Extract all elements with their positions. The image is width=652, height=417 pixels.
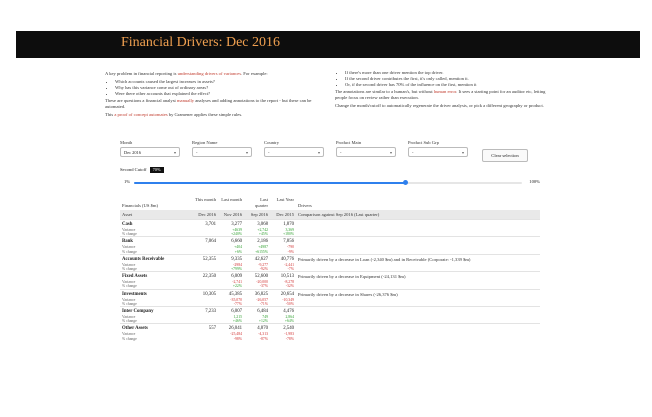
this-month-cell [192,307,218,324]
filter-label: Product Main [336,140,362,145]
cell-value: 7,233 [205,309,216,315]
slider-max-label: 100% [529,179,540,184]
this-month-cell [192,254,218,271]
cell-value: 6,660 [231,239,242,245]
comparison-cell [244,220,270,237]
chevron-down-icon: ▾ [461,150,464,155]
pct-change-label: % change [122,301,137,306]
cell-variance: -35,070 [230,297,242,302]
intro-paragraph: A key problem in financial reporting is understanding drivers of variances. For example: [105,71,268,76]
column-header: Last quarter [254,197,268,208]
chevron-down-icon: ▾ [389,150,392,155]
comparison-cell [244,272,270,289]
cell-variance: 2,864 [285,315,294,320]
asset-cell [120,220,192,237]
list-item: • Why has this variance come out of ordinary areas? [115,85,330,91]
cell-pct-change: -37% [259,284,268,289]
asset-cell [120,237,192,254]
list-item: • Or, if the second driver has 70% of the influence on the first, mention it [345,82,550,88]
asset-name: Investments [122,291,147,297]
column-subheader: Nov 2016 [218,210,244,220]
cell-variance: -790 [287,245,294,250]
comparison-cell [270,220,296,237]
cell-pct-change: -32% [285,284,294,289]
cell-pct-change: +22% [232,284,242,289]
filter-label: Month [120,140,133,145]
comparison-cell [218,220,244,237]
asset-cell [120,254,192,271]
variance-label: Variance [122,228,136,232]
comparison-cell [244,324,270,341]
table-row [120,307,540,324]
product-main-select[interactable]: - ▾ [336,147,396,157]
asset-name: Other Assets [122,326,148,332]
page-title: Financial Drivers: Dec 2016 [121,35,281,50]
slider-min-label: 1% [124,179,131,184]
comparison-cell [218,272,244,289]
column-subheader: Dec 2015 [270,210,296,220]
cell-pct-change: +45% [258,232,268,237]
cell-variance: -2984 [233,262,242,267]
cell-pct-change: -50% [285,301,294,306]
driver-comment: Primarily driven by a decrease in Shares (-26,376 $m) [296,289,540,306]
driver-comment [296,237,540,254]
intro-link[interactable]: human error [433,89,457,94]
asset-name: Cash [122,222,133,227]
cell-value: 6,007 [231,309,242,315]
slider-fill [134,182,406,184]
clear-selection-button[interactable]: Clear selection [482,149,528,162]
this-month-cell [192,324,218,341]
cell-pct-change: -77% [233,301,242,306]
column-header: Last Year [276,197,294,202]
cell-value: 4,870 [257,326,268,332]
variance-label: Variance [122,245,136,250]
intro-link[interactable]: understanding drivers of variances [177,71,241,76]
table-row [120,272,540,289]
filter-label: Country [264,140,280,145]
comparison-cell [270,254,296,271]
table-body [120,220,540,341]
cell-pct-change: -9% [287,249,294,254]
intro-left-column [105,70,330,120]
cell-value: 6,009 [231,274,242,280]
cell-variance: -26,057 [256,297,268,302]
comparison-cell [218,324,244,341]
asset-name: Inter Company [122,309,154,315]
cell-value: 3,068 [257,222,268,227]
cell-variance: -2,441 [284,262,294,267]
cell-variance: -10,349 [282,297,294,302]
rules-list [335,70,550,88]
cutoff-value-badge: 70% [150,167,164,173]
pct-change-label: % change [122,284,137,289]
cell-value: 3,701 [205,222,216,227]
variance-label: Variance [122,280,136,285]
chevron-down-icon: ▾ [317,150,320,155]
asset-cell [120,307,192,324]
cell-variance: +2,742 [257,228,268,232]
column-header: Last month [221,197,242,202]
this-month-cell [192,237,218,254]
column-subheader: Asset [120,210,192,220]
slider-track[interactable] [134,182,522,184]
filter-month [120,140,180,157]
column-header: Drivers [298,202,312,208]
cell-variance: +4987 [258,245,268,250]
comparison-cell [218,254,244,271]
list-item: • If there's more than one driver mention the top driver. [345,70,550,76]
cell-variance: -4,313 [258,332,268,337]
cell-value: 3,277 [231,222,242,227]
asset-name: Accounts Receivable [122,256,165,262]
driver-comment [296,220,540,237]
comparison-cell [270,272,296,289]
comparison-cell [244,289,270,306]
cell-value: 7,064 [205,239,216,245]
cell-pct-change: -7% [287,267,294,272]
cell-value: 22,350 [202,274,216,280]
column-header: Financials (US $m) [122,202,158,208]
questions-list [105,79,330,97]
driver-comment: Primarily driven by a decrease in Loan (-2,340 $m) and in Receivable (Corporate: -1,339 $m) [296,254,540,271]
cell-value: 26,041 [228,326,242,332]
table-row [120,220,540,237]
filter-label: Region Name [192,140,218,145]
intro-paragraph: The annotations are similar to a human's, but without human error. It sees a starting point for an auditor etc, letting people focus on review rather than execution. [335,89,546,100]
driver-comment: Primarily driven by a decrease in Equipment (-24,131 $m) [296,272,540,289]
asset-name: Bank [122,239,133,245]
comparison-cell [218,307,244,324]
column-subheader: Dec 2016 [192,210,218,220]
chevron-down-icon: ▾ [245,150,248,155]
cell-pct-change: -98% [233,336,242,341]
cell-variance: +4639 [232,228,242,232]
chevron-down-icon: ▾ [173,150,176,155]
list-item: • Were there other accounts that explained the effect? [115,91,330,97]
filter-country [264,140,324,157]
pct-change-label: % change [122,319,137,324]
list-item: • Which accounts caused the largest increases in assets? [115,79,330,85]
this-month-cell [192,220,218,237]
cell-pct-change: +6155% [255,249,268,254]
cell-variance: 3,369 [285,228,294,232]
comparison-cell [270,237,296,254]
cell-variance: -2,741 [232,280,242,285]
table-row [120,289,540,306]
column-header: This month [194,197,216,202]
intro-paragraph: This a proof of concept automates by Gramener applies these simple rules. [105,112,243,117]
intro-link[interactable]: a proof of concept automates [114,112,168,117]
cell-value: 2,540 [283,326,294,332]
cell-value: 10,513 [280,274,294,280]
cell-pct-change: +240% [231,232,242,237]
variance-label: Variance [122,332,136,337]
table-row [120,237,540,254]
filter-region [192,140,252,157]
intro-link[interactable]: manually [176,98,195,103]
cell-pct-change: +64% [284,319,294,324]
cell-variance: -25,484 [230,332,242,337]
table-row [120,324,540,341]
pct-change-label: % change [122,232,137,237]
comparison-cell [270,289,296,306]
cell-value: 40,776 [280,256,294,262]
cell-value: 9,335 [231,256,242,262]
filter-product-sub [408,140,468,157]
list-item: • If the second driver contributes the first, it's only called, mention it. [345,76,550,82]
cell-pct-change: -92% [259,267,268,272]
filter-label: Product Sub Grp [408,140,439,145]
intro-paragraph: Change the month/cutoff to automatically regenerate the driver analysis, or pick a different geography or product. [335,103,544,108]
cell-value: 45,385 [228,291,242,297]
country-select[interactable]: - ▾ [264,147,324,157]
cell-value: 10,305 [202,291,216,297]
asset-cell [120,289,192,306]
cell-value: 7,856 [283,239,294,245]
region-select[interactable]: - ▾ [192,147,252,157]
column-subheader: Comparison against Sep 2016 (Last quarter) [296,210,540,220]
intro-paragraph: These are questions a financial analyst manually analyses and adding annotations to the report - but these can be automated. [105,98,312,109]
month-select[interactable]: Dec 2016 ▾ [120,147,180,157]
cell-pct-change: +799% [231,267,242,272]
cell-value: 52,355 [202,256,216,262]
cell-variance: -20,000 [256,280,268,285]
cell-variance: -9,277 [258,262,268,267]
filter-bar [120,140,530,162]
cell-value: 42,627 [254,256,268,262]
cell-value: 1,870 [283,222,294,227]
table-row [120,254,540,271]
pct-change-label: % change [122,249,137,254]
table-header-row [120,195,540,210]
intro-right-column [335,70,550,111]
variance-label: Variance [122,262,136,267]
page-header [16,31,640,58]
cell-pct-change: -78% [285,336,294,341]
table-subheader-row [120,210,540,220]
comparison-cell [244,307,270,324]
asset-cell [120,272,192,289]
cell-value: 20,654 [280,291,294,297]
variance-label: Variance [122,297,136,302]
column-subheader: Sep 2016 [244,210,270,220]
asset-cell [120,324,192,341]
cell-value: 2,186 [257,239,268,245]
cell-pct-change: -71% [259,301,268,306]
cell-value: 52,600 [254,274,268,280]
comparison-cell [244,254,270,271]
cell-variance: -1,983 [284,332,294,337]
cell-value: 36,825 [254,291,268,297]
financials-table [120,195,540,341]
comparison-cell [270,324,296,341]
cell-variance: -8,278 [284,280,294,285]
driver-comment [296,307,540,324]
cell-value: 6,484 [257,309,268,315]
cutoff-label: Second Cutoff [120,167,147,172]
second-cutoff [120,167,164,173]
cell-value: 4,476 [283,309,294,315]
cell-variance: 1,215 [233,315,242,320]
pct-change-label: % change [122,336,137,341]
this-month-cell [192,289,218,306]
product-sub-select[interactable]: - ▾ [408,147,468,157]
cell-pct-change: +12% [258,319,268,324]
comparison-cell [270,307,296,324]
this-month-cell [192,272,218,289]
cell-pct-change: +180% [283,232,294,237]
cell-pct-change: +6% [234,249,242,254]
cell-value: 557 [208,326,216,332]
filter-product-main [336,140,396,157]
comparison-cell [244,237,270,254]
cell-variance: +404 [234,245,242,250]
variance-label: Variance [122,315,136,320]
pct-change-label: % change [122,267,137,272]
comparison-cell [218,289,244,306]
cutoff-slider [120,179,540,187]
cell-pct-change: -87% [259,336,268,341]
slider-thumb[interactable] [403,180,408,185]
driver-comment [296,324,540,341]
cell-variance: 749 [262,315,268,320]
comparison-cell [218,237,244,254]
cell-pct-change: +46% [232,319,242,324]
asset-name: Fixed Assets [122,274,148,280]
